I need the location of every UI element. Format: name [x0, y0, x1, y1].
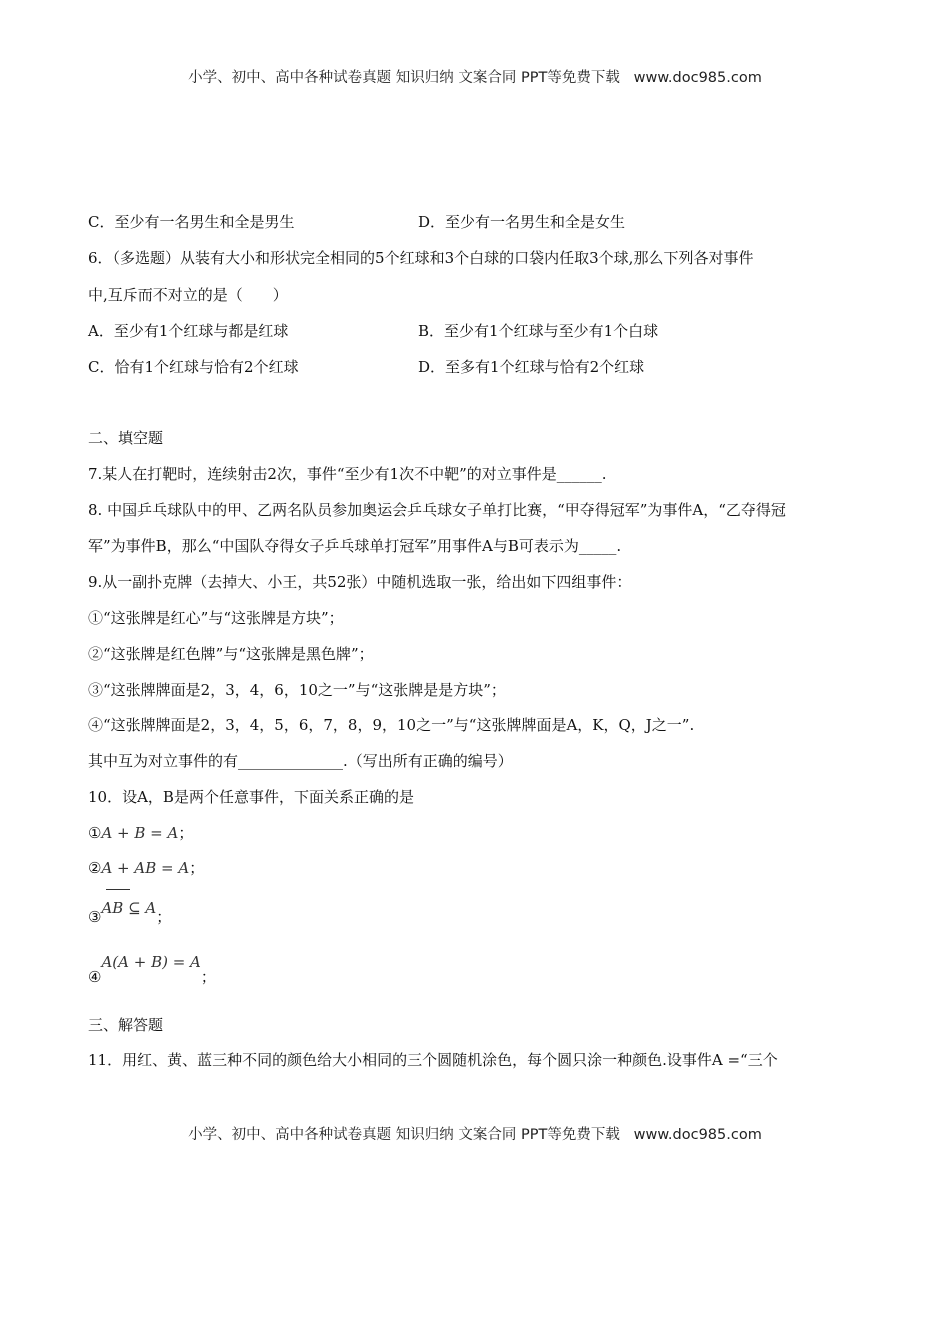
q9-stem: 9.从一副扑克牌（去掉大、小王，共52张）中随机选取一张，给出如下四组事件： [88, 573, 632, 591]
q5-option-d: D．至少有一名男生和全是女生 [418, 213, 626, 231]
q8-line1: 8. 中国乒乓球队中的甲、乙两名队员参加奥运会乒乓球女子单打比赛，“甲夺得冠军”为事件A，“乙夺得冠 [88, 501, 786, 519]
q10-formula-4: A(A + B) = A [101, 953, 201, 971]
section-heading-fill-blank: 二、填空题 [88, 429, 164, 447]
q9-answer: 其中互为对立事件的有______________.（写出所有正确的编号） [88, 752, 513, 770]
section-heading-solve: 三、解答题 [88, 1016, 164, 1034]
q10-formula-2: A + AB = A [101, 859, 190, 877]
page-header: 小学、初中、高中各种试卷真题 知识归纳 文案合同 PPT等免费下载 www.doc985.com [188, 70, 762, 86]
q10-number-3: ③ [88, 908, 102, 926]
q10-relation-2 [88, 858, 204, 878]
q6-option-d: D．至多有1个红球与恰有2个红球 [418, 358, 645, 376]
q6-stem-line1: 6．（多选题）从装有大小和形状完全相同的5个红球和3个白球的口袋内任取3个球,那么下列各对事件 [88, 249, 754, 267]
q6-option-a: A．至少有1个红球与都是红球 [88, 322, 289, 340]
q8-line2: 军”为事件B，那么“中国队夺得女子乒乓球单打冠军”用事件A与B可表示为_____. [88, 537, 622, 555]
page-footer: 小学、初中、高中各种试卷真题 知识归纳 文案合同 PPT等免费下载 www.doc985.com [188, 1127, 762, 1143]
q9-item1: ①“这张牌是红心”与“这张牌是方块”； [88, 609, 344, 627]
q10-relation-1 [88, 823, 193, 843]
q10-formula-1: A + B = A [101, 824, 179, 842]
q10-punct-3: ； [156, 908, 172, 926]
q6-stem-line2: 中,互斥而不对立的是（ ） [88, 286, 288, 304]
q9-item4: ④“这张牌牌面是2，3，4，5，6，7，8，9，10之一”与“这张牌牌面是A，K，Q，J之一”. [88, 716, 695, 734]
q6-option-b: B．至少有1个红球与至少有1个白球 [418, 322, 659, 340]
q5-option-c: C．至少有一名男生和全是男生 [88, 213, 295, 231]
q11-text: 11．用红、黄、蓝三种不同的颜色给大小相同的三个圆随机涂色，每个圆只涂一种颜色.设事件A =“三个 [88, 1051, 778, 1069]
q10-relation-3 [88, 899, 172, 926]
q9-item3: ③“这张牌牌面是2，3，4，6，10之一”与“这张牌是是方块”； [88, 681, 506, 699]
q10-number-1: ① [88, 824, 102, 842]
q10-relation-4 [88, 953, 216, 986]
q10-overline [106, 889, 130, 890]
q10-punct-2: ； [189, 859, 205, 877]
q10-punct-1: ； [178, 824, 194, 842]
q6-option-c: C．恰有1个红球与恰有2个红球 [88, 358, 299, 376]
q10-punct-4: ； [200, 968, 216, 986]
q10-number-2: ② [88, 859, 102, 877]
q10-number-4: ④ [88, 968, 102, 986]
q10-stem: 10．设A，B是两个任意事件，下面关系正确的是 [88, 788, 414, 806]
q10-formula-3: AB ⊆ A [101, 899, 157, 917]
q9-item2: ②“这张牌是红色牌”与“这张牌是黑色牌”； [88, 645, 374, 663]
q7-text: 7.某人在打靶时，连续射击2次，事件“至少有1次不中靶”的对立事件是______. [88, 465, 607, 483]
